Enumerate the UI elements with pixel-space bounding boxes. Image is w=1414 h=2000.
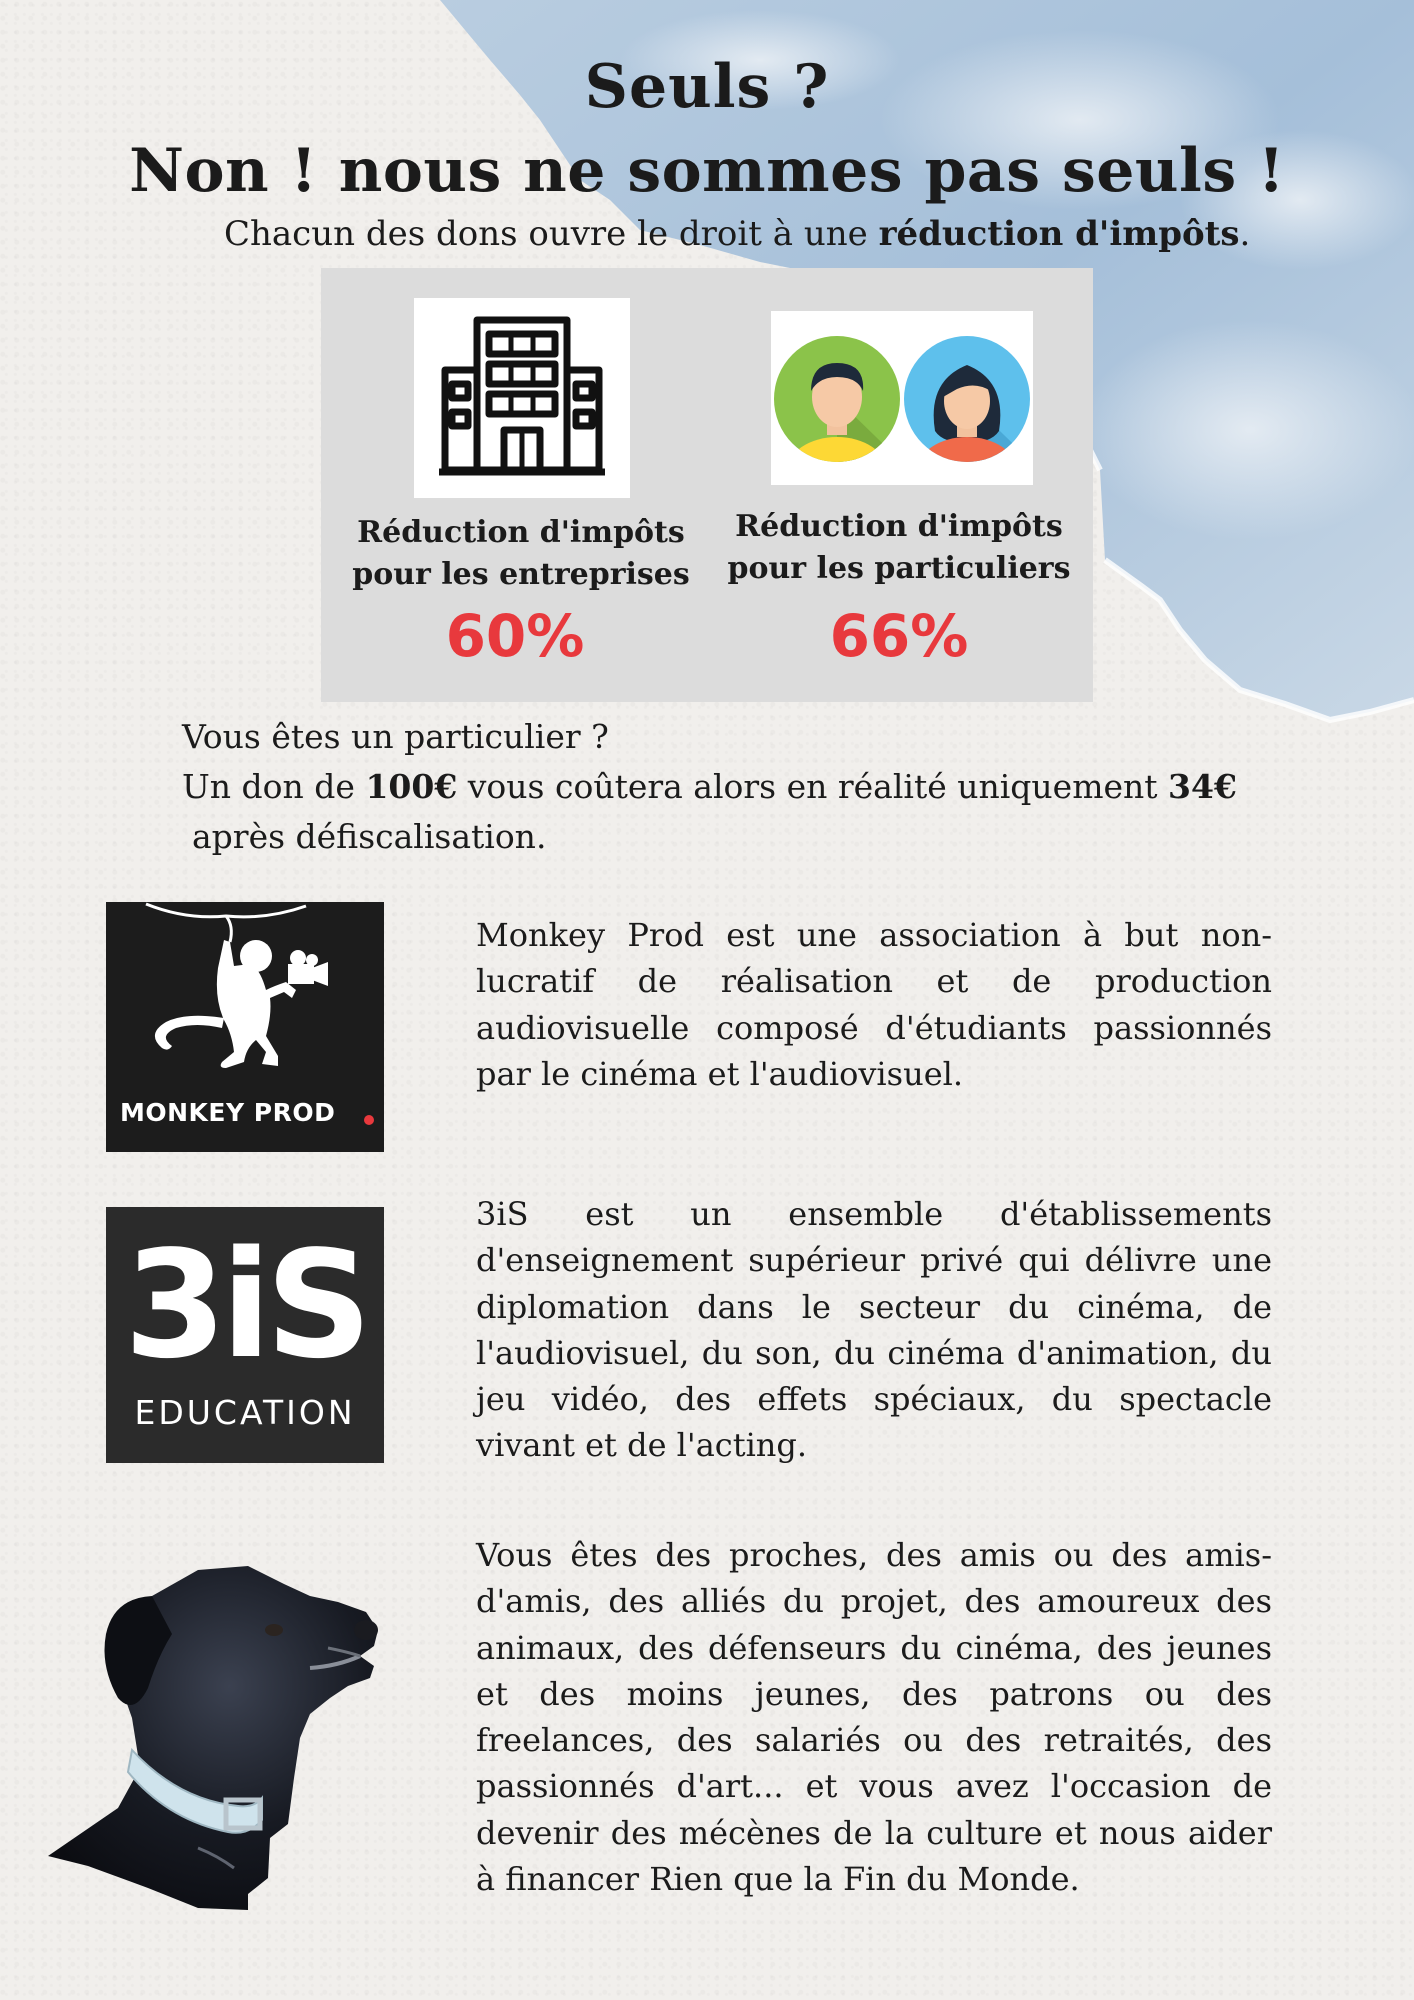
company-tax-rate: 60% xyxy=(445,602,585,670)
3is-description: 3iS est un ensemble d'établissements d'enseignement supérieur privé qui délivre une diplomation dans le secteur du cinéma, de l'audiovisuel, du son, du cinéma d'animation, du jeu vidéo, des effets spéciaux, du spectacle vivant et de l'acting. xyxy=(476,1195,1272,1465)
3is-education-logo xyxy=(106,1207,384,1463)
tax-reduction-panel xyxy=(321,268,1093,702)
people-icon-box xyxy=(771,311,1033,485)
subtitle-suffix: . xyxy=(1239,214,1251,254)
black-dog-photo xyxy=(48,1538,428,1916)
office-building-icon xyxy=(437,312,607,484)
individual-tax-label-line1: Réduction d'impôts xyxy=(735,509,1063,544)
example-line-1: Vous êtes un particulier ? xyxy=(182,717,609,756)
monkey-prod-logo xyxy=(106,902,384,1152)
company-tax-label-line2: pour les entreprises xyxy=(352,557,690,592)
example-line-2 xyxy=(182,762,1237,812)
people-avatars-icon xyxy=(771,311,1033,485)
subtitle xyxy=(224,214,1250,254)
example-text: vous coûtera alors en réalité uniquement xyxy=(457,767,1169,806)
red-dot-icon xyxy=(364,1115,374,1125)
individual-tax-label-line2: pour les particuliers xyxy=(727,551,1071,586)
heading-line-2: Non ! nous ne sommes pas seuls ! xyxy=(129,136,1285,206)
heading-line-1: Seuls ? xyxy=(584,52,830,122)
monkey-camera-icon xyxy=(106,902,384,1092)
subtitle-bold: réduction d'impôts xyxy=(878,214,1240,254)
3is-wordmark: 3iS xyxy=(123,1219,367,1391)
donation-amount: 100€ xyxy=(365,767,458,806)
company-tax-label xyxy=(341,512,701,596)
individual-tax-label xyxy=(719,506,1079,590)
company-tax-label-line1: Réduction d'impôts xyxy=(357,515,685,550)
individual-tax-rate: 66% xyxy=(829,602,969,670)
company-icon-box xyxy=(414,298,630,498)
net-cost-amount: 34€ xyxy=(1168,767,1237,806)
3is-subtitle: EDUCATION xyxy=(134,1393,356,1432)
closing-appeal: Vous êtes des proches, des amis ou des amis-d'amis, des alliés du projet, des amoureux des animaux, des défenseurs du cinéma, des jeunes et des moins jeunes, des patrons ou des freelances, des salariés ou des retraités, des passionnés d'art... et vous avez l'occasion de devenir des mécènes de la culture et nous aider à financer Rien que la Fin du Monde. xyxy=(476,1536,1272,1899)
example-line-3: après défiscalisation. xyxy=(192,817,547,856)
example-text: Un don de xyxy=(182,767,366,806)
subtitle-prefix: Chacun des dons ouvre le droit à une xyxy=(224,214,879,254)
monkey-prod-wordmark: MONKEY PROD xyxy=(120,1098,336,1127)
monkey-prod-description: Monkey Prod est une association à but non-lucratif de réalisation et de production audiovisuelle composé d'étudiants passionnés par le cinéma et l'audiovisuel. xyxy=(476,916,1272,1093)
donation-example xyxy=(182,712,1237,862)
